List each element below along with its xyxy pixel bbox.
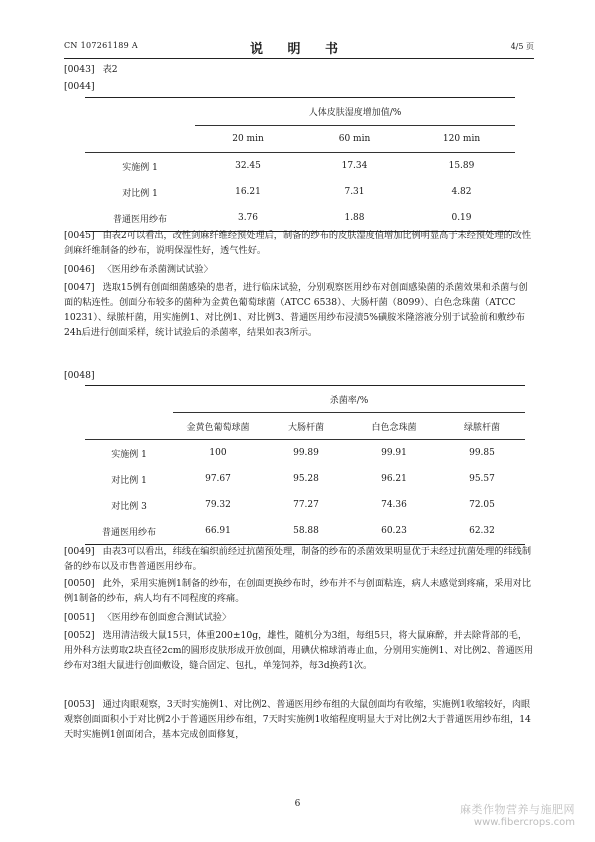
paragraph-tag: [0043] (64, 64, 95, 75)
paragraph-0050 (64, 576, 534, 606)
row-label: 实施例 1 (122, 162, 158, 173)
table-cell: 79.32 (205, 500, 231, 510)
table-3-column-header: 金黄色葡萄球菌 (173, 413, 263, 440)
table-cell: 100 (209, 448, 227, 458)
paragraph-tag: [0048] (64, 370, 95, 381)
paragraph-tag: [0053] (64, 699, 95, 710)
paragraph-0047 (64, 280, 534, 340)
paragraph-0048 (64, 368, 534, 383)
table-row (85, 518, 525, 545)
table-2 (85, 97, 515, 232)
header-rule (64, 58, 534, 59)
table-2-column-header: 20 min (195, 126, 301, 153)
table-cell: 72.05 (469, 500, 495, 510)
table-cell: 60.23 (349, 518, 439, 545)
table-row (85, 440, 525, 467)
table-cell: 99.91 (381, 448, 407, 458)
paragraph-0045 (64, 228, 534, 258)
row-label: 对比例 1 (122, 188, 158, 199)
table-cell: 4.82 (451, 187, 472, 197)
table-3-column-header: 白色念珠菌 (349, 413, 439, 440)
paragraph-text: 选取15例有创面细菌感染的患者，进行临床试验，分别观察医用纱布对创面感染菌的杀菌效果和杀菌与创面的粘连性。创面分布较多的菌种为金黄色葡萄球菌（ATCC 6538）、大肠杆菌（8099）、白色念珠菌（ATCC 10231）、绿脓杆菌，用实施例1、对比例1、对比例3、普通医用纱布浸渍5%磺胺米隆溶液分别于试验前和敷纱布24h后进行创面采样，统计试验后的杀菌率，结果如表3所示。 (64, 282, 528, 338)
watermark-site-name: 麻类作物营养与施肥网 (460, 803, 575, 816)
paragraph-text: 〈医用纱布杀菌测试试验〉 (102, 264, 213, 275)
table-cell: 16.21 (235, 187, 261, 197)
paragraph-tag: [0044] (64, 81, 95, 92)
paragraph-tag: [0047] (64, 282, 95, 293)
table-cell: 99.85 (469, 448, 495, 458)
table-cell: 0.19 (408, 205, 515, 232)
row-label: 实施例 1 (111, 449, 147, 460)
paragraph-tag: [0046] (64, 264, 95, 275)
paragraph-0044 (64, 79, 534, 94)
page-number: 6 (294, 799, 301, 809)
paragraph-0043 (64, 62, 534, 77)
table-cell: 3.76 (195, 205, 301, 232)
paragraph-text: 〈医用纱布创面愈合测试试验〉 (102, 612, 232, 623)
paragraph-tag: [0050] (64, 578, 95, 589)
table-cell: 95.57 (469, 474, 495, 484)
table-cell: 74.36 (381, 500, 407, 510)
table-cell: 95.28 (293, 474, 319, 484)
table-row (85, 153, 515, 180)
paragraph-text: 表2 (102, 64, 118, 75)
site-watermark (460, 801, 575, 828)
paragraph-0052 (64, 628, 534, 673)
paragraph-text: 通过肉眼观察，3天时实施例1、对比例2、普通医用纱布组的大鼠创面均有收缩，实施例1收缩较好，肉眼观察创面面积小于对比例2小于普通医用纱布组，7天时实施例1收缩程度明显大于对比例2大于普通医用纱布组，14天时实施例1创面闭合，基本完成创面修复， (64, 699, 531, 740)
table-cell: 58.88 (263, 518, 349, 545)
document-number: CN 107261189 A (64, 41, 138, 50)
table-cell: 62.32 (439, 518, 525, 545)
row-label: 普通医用纱布 (85, 205, 195, 232)
table-row (85, 492, 525, 518)
table-cell: 96.21 (381, 474, 407, 484)
table-3-column-header: 绿脓杆菌 (439, 413, 525, 440)
table-cell: 1.88 (301, 205, 408, 232)
table-2-super-header: 人体皮肤湿度增加值/% (195, 98, 515, 126)
table-row (85, 179, 515, 205)
table-cell: 77.27 (293, 500, 319, 510)
table-3 (85, 385, 525, 545)
watermark-url: www.fibercrops.com (473, 817, 575, 828)
paragraph-tag: [0052] (64, 630, 95, 641)
paragraph-text: 此外，采用实施例1制备的纱布，在创面更换纱布时，纱布并不与创面粘连，病人未感觉到疼痛，采用对比例1制备的纱布，病人均有不同程度的疼痛。 (64, 578, 532, 604)
table-cell: 15.89 (448, 161, 475, 171)
row-label: 对比例 3 (111, 501, 147, 512)
row-label: 普通医用纱布 (85, 518, 173, 545)
table-3-column-header: 大肠杆菌 (263, 413, 349, 440)
paragraph-text: 选用清洁级大鼠15只，体重200±10g，雄性，随机分为3组，每组5只，将大鼠麻醉，并去除背部的毛，用外科方法剪取2块直径2cm的圆形皮肤形成开放创面，用碘伏棉球消毒止血，分别用实施例1、对比例2、普通医用纱布对3组大鼠进行创面敷设，缝合固定、包扎，单笼饲养，每3d换药1次。 (64, 630, 534, 671)
table-cell: 7.31 (344, 187, 365, 197)
paragraph-tag: [0049] (64, 546, 95, 557)
table-3-super-header: 杀菌率/% (173, 386, 525, 413)
paragraph-tag: [0051] (64, 612, 95, 623)
table-row (85, 466, 525, 492)
paragraph-text: 由表2可以看出，改性剑麻纤维经预处理后，制备的纱布的皮肤湿度值增加比例明显高于未经预处理的改性剑麻纤维制备的纱布，说明保湿性好，透气性好。 (64, 230, 532, 256)
paragraph-0053 (64, 697, 534, 742)
paragraph-0049 (64, 544, 534, 574)
table-2-column-header: 60 min (301, 126, 408, 153)
paragraph-text: 由表3可以看出，纬线在编织前经过抗菌预处理，制备的纱布的杀菌效果明显优于未经过抗菌处理的纬线制备的纱布以及市售普通医用纱布。 (64, 546, 532, 572)
paragraph-0046 (64, 262, 534, 277)
table-cell: 17.34 (341, 161, 368, 171)
paragraph-tag: [0045] (64, 230, 95, 241)
row-label: 对比例 1 (111, 475, 147, 486)
document-title: 说 明 书 (249, 42, 349, 57)
table-cell: 97.67 (205, 474, 231, 484)
table-2-column-header: 120 min (408, 126, 515, 153)
table-cell: 66.91 (173, 518, 263, 545)
page-indicator: 4/5 页 (510, 42, 534, 51)
paragraph-0051 (64, 610, 534, 625)
table-cell: 99.89 (293, 448, 319, 458)
page-header (64, 38, 534, 56)
table-cell: 32.45 (235, 161, 261, 171)
